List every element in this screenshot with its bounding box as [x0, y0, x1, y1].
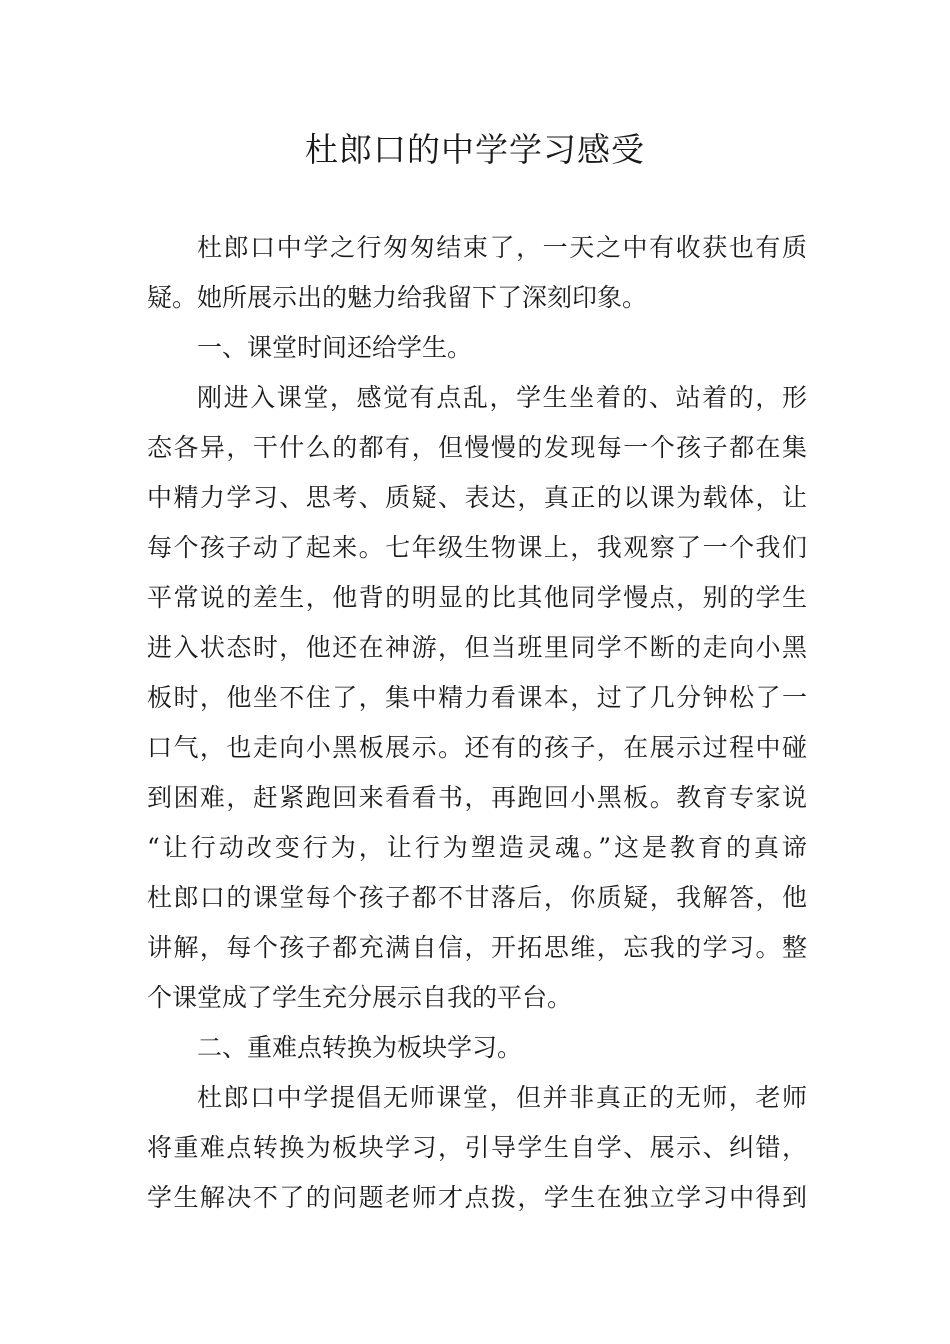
document-title: 杜郎口的中学学习感受 — [305, 130, 645, 169]
text-line: 刚进入课堂，感觉有点乱，学生坐着的、站着的，形 — [197, 383, 807, 412]
text-line: 口气，也走向小黑板展示。还有的孩子，在展示过程中碰 — [147, 733, 807, 762]
text-line: 将重难点转换为板块学习，引导学生自学、展示、纠错， — [147, 1133, 807, 1162]
text-line: 态各异，干什么的都有，但慢慢的发现每一个孩子都在集 — [147, 433, 807, 462]
text-line: 杜郎口的课堂每个孩子都不甘落后，你质疑，我解答，他 — [147, 883, 807, 912]
text-line: 学生解决不了的问题老师才点拨，学生在独立学习中得到 — [147, 1183, 807, 1212]
text-line: 讲解，每个孩子都充满自信，开拓思维，忘我的学习。整 — [147, 933, 807, 962]
text-line: 二、重难点转换为板块学习。 — [197, 1033, 523, 1062]
text-line: 杜郎口中学之行匆匆结束了，一天之中有收获也有质 — [197, 233, 807, 262]
text-line: “让行动改变行为，让行为塑造灵魂。”这是教育的真谛 — [147, 833, 807, 862]
text-line: 板时，他坐不住了，集中精力看课本，过了几分钟松了一 — [147, 683, 807, 712]
document-body — [147, 223, 807, 1223]
text-line: 平常说的差生，他背的明显的比其他同学慢点，别的学生 — [147, 583, 807, 612]
text-line: 每个孩子动了起来。七年级生物课上，我观察了一个我们 — [147, 533, 807, 562]
text-line: 进入状态时，他还在神游，但当班里同学不断的走向小黑 — [147, 633, 807, 662]
text-line: 一、课堂时间还给学生。 — [197, 333, 473, 362]
text-line: 疑。她所展示出的魅力给我留下了深刻印象。 — [147, 283, 648, 312]
text-line: 个课堂成了学生充分展示自我的平台。 — [147, 983, 573, 1012]
text-line: 到困难，赶紧跑回来看看书，再跑回小黑板。教育专家说 — [147, 783, 807, 812]
text-line: 中精力学习、思考、质疑、表达，真正的以课为载体，让 — [147, 483, 807, 512]
text-line: 杜郎口中学提倡无师课堂，但并非真正的无师，老师 — [197, 1083, 807, 1112]
